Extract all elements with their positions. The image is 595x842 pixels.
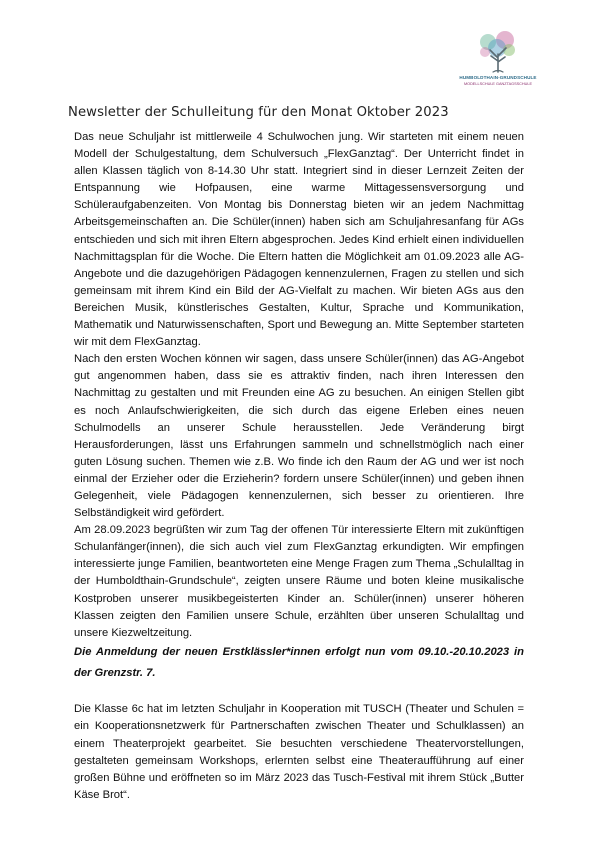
paragraph-tusch: Die Klasse 6c hat im letzten Schuljahr in Kooperation mit TUSCH (Theater und Schulen = ein Kooperationsnetzwerk für Partnerschaften zwischen Theater und Schulklassen) an einem Theaterprojekt gearbeitet. Sie besuchten verschiedene Theatervorstellungen, gestalteten gemeinsam Workshops, erlernten selbst eine Theateraufführung auf einer großen Bühne und eröffneten so im März 2023 das Tusch-Festival mit ihrem Stück „Butter Käse Brot“. — [74, 703, 524, 801]
newsletter-body — [74, 129, 524, 804]
school-logo — [453, 28, 543, 90]
paragraph-flexganztag: Das neue Schuljahr ist mittlerweile 4 Schulwochen jung. Wir starteten mit einem neuen Modell der Schulgestaltung, dem Schulversuch „FlexGanztag“. Der Unterricht findet in allen Klassen täglich von 8-14.30 Uhr statt. Integriert sind in dieser Lernzeit Zeiten der Entspannung wie Hofpausen, eine warme Mittagessensversorgung und Schüleraufgabenzeiten. Von Montag bis Donnerstag bieten wir an jedem Nachmittag Arbeitsgemeinschaften an. Die Schüler(innen) haben sich am Schuljahresanfang für AGs entschieden und sich mit ihren Eltern abgesprochen. Jedes Kind erhielt einen individuellen Nachmittagsplan für die Woche. Die Eltern hatten die Möglichkeit am 01.09.2023 alle AG-Angebote und die dazugehörigen Pädagogen kennenzulernen, Fragen zu stellen und sich gemeinsam mit ihrem Kind ein Bild der AG-Vielfalt zu machen. Wir bieten AGs aus den Bereichen Musik, künstlerisches Gestalten, Kultur, Sprache und Kommunikation, Mathematik und Naturwissenschaften, Sport und Bewegung an. Mitte September starteten wir mit dem FlexGanztag. — [74, 131, 524, 349]
paragraph-spacer — [74, 684, 524, 702]
logo-school-name: HUMBOLDTHAIN-GRUNDSCHULE — [459, 75, 537, 80]
paragraph-open-day: Am 28.09.2023 begrüßten wir zum Tag der offenen Tür interessierte Eltern mit zukünftigen Schulanfänger(innen), die sich auch viel zum FlexGanztag erkundigten. Wir empfingen interessierte junge Familien, beantworteten eine Menge Fragen zum Thema „Schulalltag in der Humboldthain-Grundschule“, zeigten unsere Räume und boten kleine musikalische Kostproben unserer musikbegeisterten Kinder an. Schüler(innen) unserer höheren Klassen zeigten den Familien unsere Schule, erzählten über unseren Schulalltag und unsere Kiezweltzeitung. — [74, 524, 524, 639]
registration-notice: Die Anmeldung der neuen Erstklässler*innen erfolgt nun vom 09.10.-20.10.2023 in der Grenzstr. 7. — [74, 645, 524, 679]
tree-icon — [475, 28, 521, 74]
logo-subtitle: MODELLSCHULE GANZTAGSSCHULE — [463, 82, 533, 86]
newsletter-title: Newsletter der Schulleitung für den Monat Oktober 2023 — [68, 104, 449, 120]
paragraph-first-weeks: Nach den ersten Wochen können wir sagen, dass unsere Schüler(innen) das AG-Angebot gut angenommen haben, dass sie es attraktiv finden, nach ihren Interessen den Nachmittag zu gestalten und mit Freunden eine AG zu besuchen. An einigen Stellen gibt es noch Anlaufschwierigkeiten, die sich durch das eigene Erleben eines neuen Schulmodells an unserer Schule herausstellen. Jede Veränderung birgt Herausforderungen, lässt uns Erfahrungen sammeln und schnellstmöglich nach einer guten Lösung suchen. Themen wie z.B. Wo finde ich den Raum der AG und wer ist noch einmal der Erzieher oder die Erzieherin? fordern unsere Schüler(innen) und geben ihnen Gelegenheit, viele Pädagogen kennenzulernen, sich besser zu orientieren. Ihre Selbständigkeit wird gefördert. — [74, 353, 524, 520]
